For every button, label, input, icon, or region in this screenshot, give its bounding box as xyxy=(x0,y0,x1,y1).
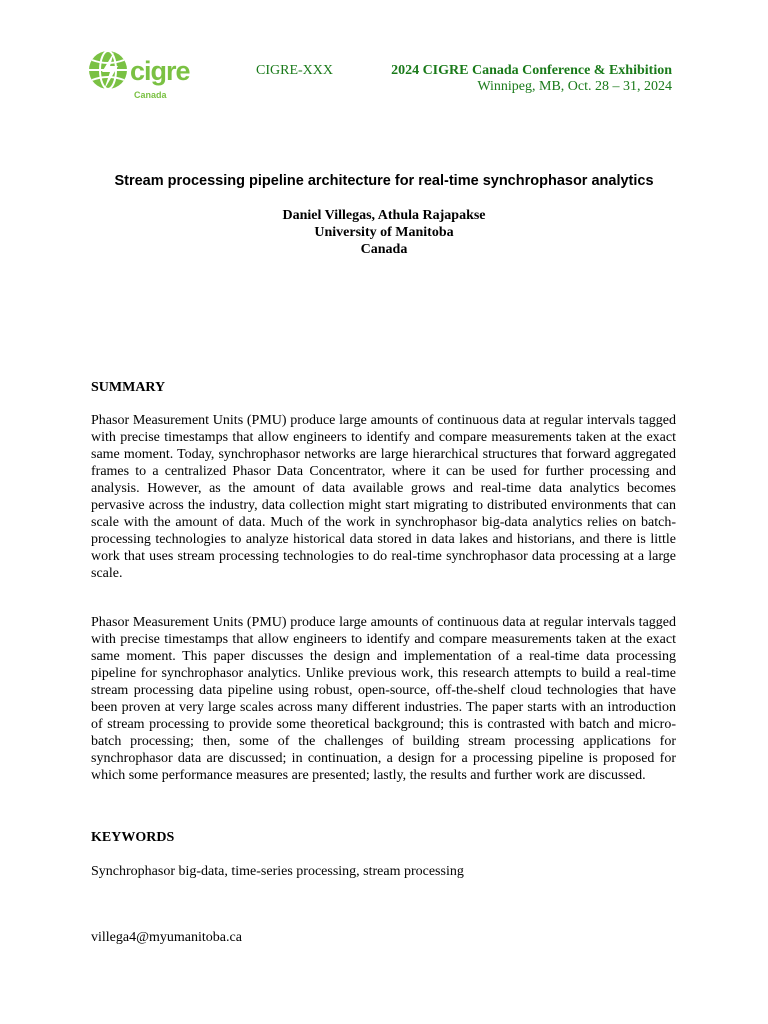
logo-wordmark: cigre xyxy=(130,56,190,86)
affiliation: University of Manitoba xyxy=(314,225,454,240)
summary-paragraph: Phasor Measurement Units (PMU) produce large amounts of continuous data at regular intervals tagged with precise timestamps that allow engineers to identify and compare measurements taken at the exact same moment. This paper discusses the design and implementation of a real-time data processing pipeline for synchrophasor analytics. Unlike previous work, this research attempts to build a real-time stream processing data pipeline using robust, open-source, off-the-shelf cloud technologies that have been proven at very large scales across many different industries. The paper starts with an introduction of stream processing to provide some theoretical background; this is contrasted with batch and micro-batch processing; then, some of the challenges of building stream processing applications for synchrophasor data are discussed; in continuation, a design for a processing pipeline is proposed for which some performance measures are presented; lastly, the results and further work are discussed. xyxy=(91,615,676,783)
conference-info xyxy=(391,63,672,95)
conference-title: 2024 CIGRE Canada Conference & Exhibition xyxy=(391,63,672,78)
keywords-heading: KEYWORDS xyxy=(91,830,175,845)
logo-subtitle: Canada xyxy=(134,90,167,100)
keywords-text: Synchrophasor big-data, time-series processing, stream processing xyxy=(91,864,464,879)
summary-paragraph: Phasor Measurement Units (PMU) produce large amounts of continuous data at regular intervals tagged with precise timestamps that allow engineers to identify and compare measurements taken at the exact same moment. Today, synchrophasor networks are large hierarchical structures that forward aggregated frames to a centralized Phasor Data Concentrator, where it can be used for further processing and analysis. However, as the amount of data available grows and real-time data analytics becomes pervasive across the industry, data collection might start migrating to distributed environments that can scale with the amount of data. Much of the work in synchrophasor big-data analytics relies on batch-processing technologies to analyze historical data stored in data lakes and historians, and there is little work that uses stream processing technologies to do real-time synchrophasor data processing at a large scale. xyxy=(91,413,676,581)
cigre-canada-logo xyxy=(88,48,208,104)
country: Canada xyxy=(360,242,408,257)
authors: Daniel Villegas, Athula Rajapakse xyxy=(282,208,486,223)
paper-title: Stream processing pipeline architecture for real-time synchrophasor analytics xyxy=(114,173,654,189)
summary-heading: SUMMARY xyxy=(91,380,166,395)
paper-code: CIGRE-XXX xyxy=(256,63,333,78)
author-email: villega4@myumanitoba.ca xyxy=(91,930,242,945)
author-block xyxy=(0,207,768,258)
conference-location: Winnipeg, MB, Oct. 28 – 31, 2024 xyxy=(477,79,672,94)
cigre-globe-icon xyxy=(88,48,208,104)
